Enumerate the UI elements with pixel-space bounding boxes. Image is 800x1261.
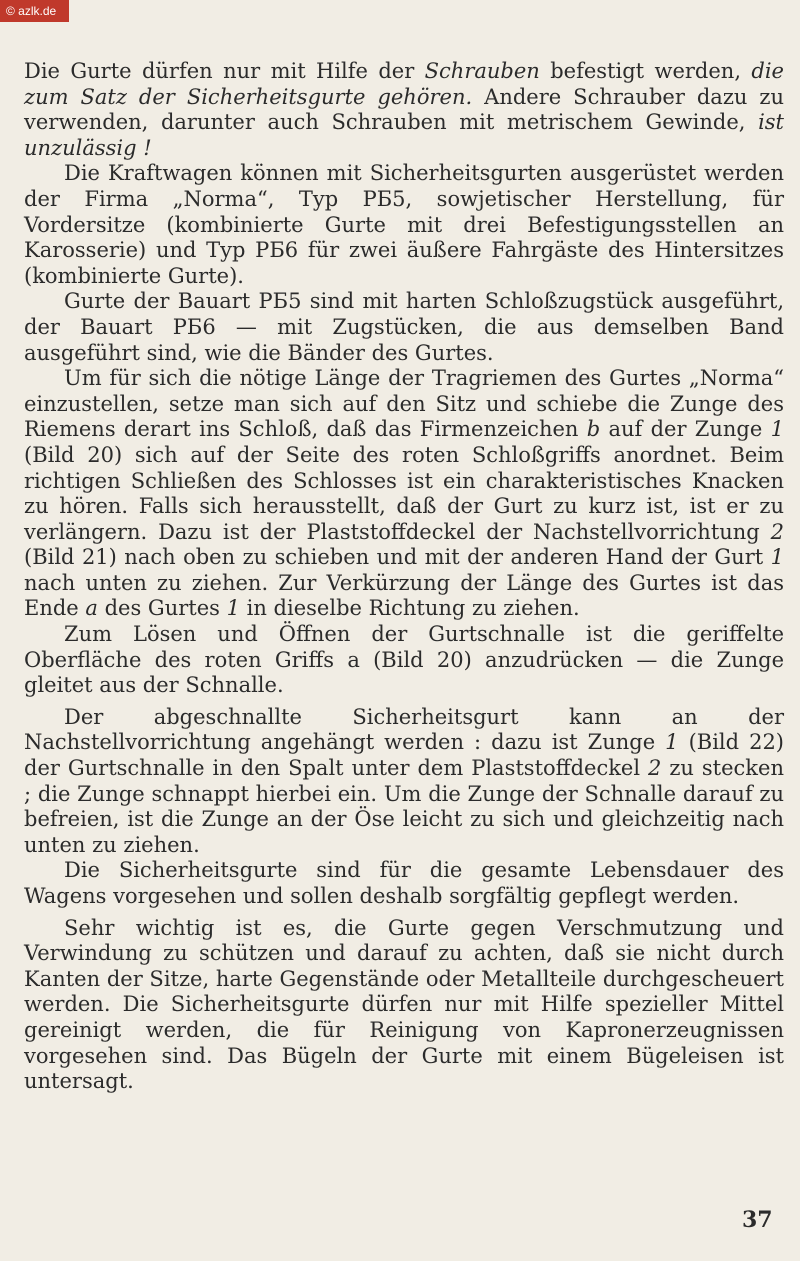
- text-run: nach unten zu ziehen. Zur Verkürzung der Länge des Gurtes ist das Ende: [24, 570, 784, 621]
- paragraph: [24, 705, 784, 859]
- text-run: (Bild 20) sich auf der Seite des roten Schloßgriffs anordnet. Beim richtigen Schließen des Schlosses ist ein charakteristisches Knacken zu hören. Falls sich herausstellt, daß der Gurt zu kurz ist, ist er zu verlängern. Dazu ist der Plaststoffdeckel der Nachstellvorrichtung: [24, 442, 784, 544]
- paragraph: [24, 622, 784, 699]
- paragraph: [24, 858, 784, 909]
- paragraph: [24, 916, 784, 1095]
- text-run: Die Kraftwagen können mit Sicherheitsgurten ausgerüstet werden der Firma „Norma“, Typ РБ5, sowjetischer Herstellung, für Vordersitze (kombinierte Gurte mit drei Befestigungsstellen an Karosserie) und Typ РБ6 für zwei äußere Fahrgäste des Hintersitzes (kombinierte Gurte).: [24, 161, 784, 288]
- text-run: Die Gurte dürfen nur mit Hilfe der: [24, 59, 425, 83]
- italic-text: 2: [770, 519, 784, 544]
- italic-text: 1: [665, 730, 679, 755]
- text-run: auf der Zunge: [600, 417, 771, 442]
- italic-text: 1: [770, 417, 784, 442]
- text-run: in dieselbe Richtung zu ziehen.: [239, 596, 580, 621]
- text-run: Sehr wichtig ist es, die Gurte gegen Verschmutzung und Verwindung zu schützen und darauf zu achten, daß sie nicht durch Kanten der Sitze, harte Gegenstände oder Metallteile durchgescheuert werden. Die Sicherheitsgurte dürfen nur mit Hilfe spezieller Mittel gereinigt werden, die für Reinigung von Kapronerzeugnissen vorgesehen sind. Das Bügeln der Gurte mit einem Bügeleisen ist untersagt.: [24, 915, 784, 1094]
- italic-text: ist unzulässig !: [24, 110, 784, 160]
- paragraph: [24, 161, 784, 289]
- page-number: 37: [742, 1207, 773, 1233]
- italic-text: 2: [648, 756, 662, 781]
- page-body: [24, 59, 784, 1095]
- italic-text: die zum Satz der Sicherheitsgurte gehören.: [24, 59, 784, 109]
- italic-text: 1: [770, 545, 784, 570]
- text-run: Zum Lösen und Öffnen der Gurtschnalle ist die geriffelte Oberfläche des roten Griffs a (Bild 20) anzudrücken — die Zunge gleitet aus der Schnalle.: [24, 622, 784, 698]
- text-run: Um für sich die nötige Länge der Tragriemen des Gurtes „Norma“ einzustellen, setze man sich auf den Sitz und schiebe die Zunge des Riemens derart ins Schloß, daß das Firmenzeichen: [24, 366, 784, 442]
- text-run: Andere Schrauber dazu zu verwenden, darunter auch Schrauben mit metrischem Gewinde,: [24, 84, 784, 135]
- text-run: (Bild 22) der Gurtschnalle in den Spalt unter dem Plaststoffdeckel: [24, 730, 784, 781]
- paragraph: [24, 289, 784, 366]
- paragraph: [24, 366, 784, 622]
- copyright-watermark: © azlk.de: [0, 0, 69, 22]
- text-run: Der abgeschnallte Sicherheitsgurt kann an der Nachstellvorrichtung angehängt werden : dazu ist Zunge: [24, 704, 784, 755]
- paragraph: [24, 59, 784, 161]
- text-run: zu stecken ; die Zunge schnappt hierbei ein. Um die Zunge der Schnalle darauf zu befreien, ist die Zunge an der Öse leicht zu sich und gleichzeitig nach unten zu ziehen.: [24, 756, 784, 857]
- text-run: des Gurtes: [97, 596, 227, 621]
- italic-text: b: [586, 417, 601, 442]
- text-run: befestigt werden,: [539, 59, 752, 83]
- text-run: Gurte der Bauart РБ5 sind mit harten Schloßzugstück ausgeführt, der Bauart РБ6 — mit Zugstücken, die aus demselben Band ausgeführt sind, wie die Bänder des Gurtes.: [24, 289, 784, 365]
- text-run: Die Sicherheitsgurte sind für die gesamte Lebensdauer des Wagens vorgesehen und sollen deshalb sorgfältig gepflegt werden.: [24, 858, 784, 908]
- italic-text: a: [85, 596, 98, 621]
- italic-text: 1: [226, 596, 240, 621]
- italic-text: Schrauben: [424, 59, 540, 83]
- text-run: (Bild 21) nach oben zu schieben und mit der anderen Hand der Gurt: [24, 545, 771, 570]
